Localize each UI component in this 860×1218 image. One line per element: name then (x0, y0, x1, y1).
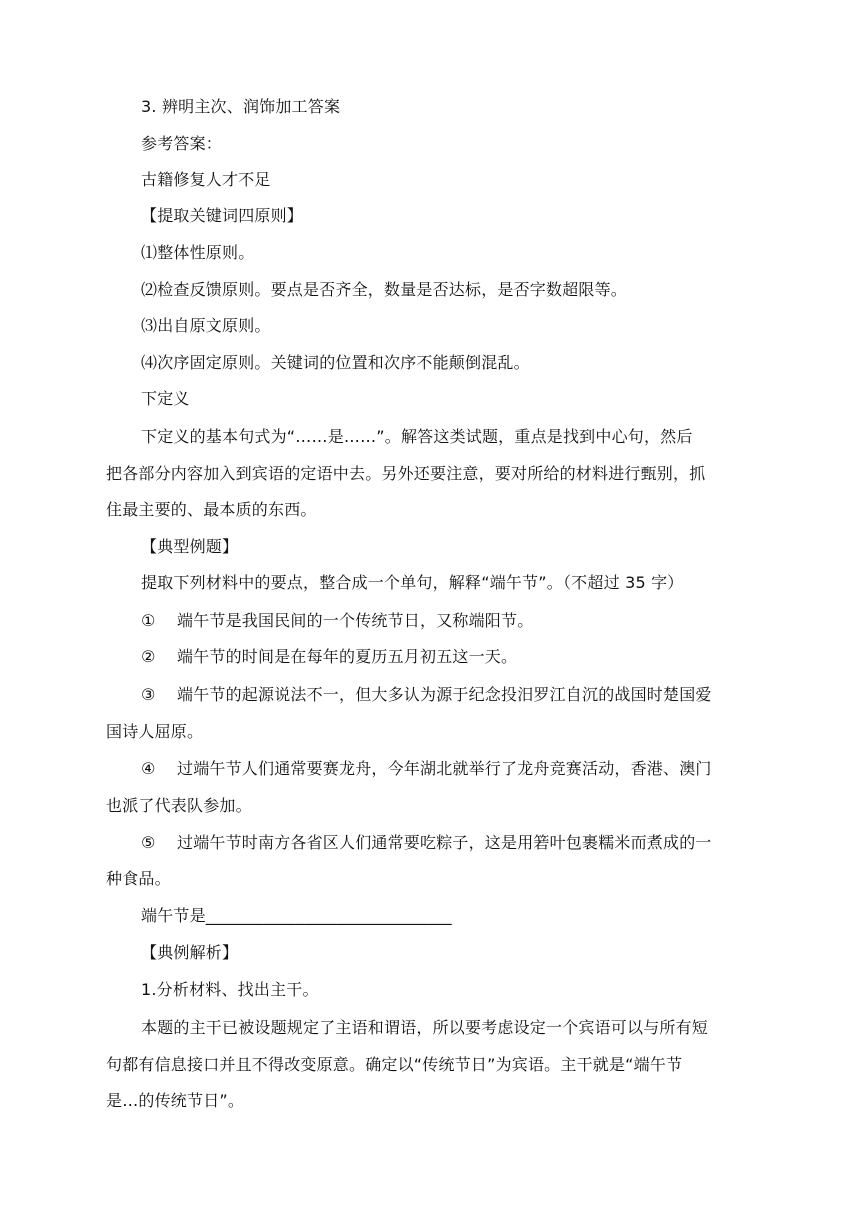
material-item-4-continued: 也派了代表队参加。 (106, 796, 252, 815)
definition-paragraph-line-3: 住最主要的、最本质的东西。 (106, 500, 317, 519)
material-text-2: 端午节的时间是在每年的夏历五月初五这一天。 (177, 647, 518, 666)
material-text-4: 过端午节人们通常要赛龙舟，今年湖北就举行了龙舟竞赛活动，香港、澳门 (177, 759, 712, 778)
answer-blank-line: 端午节是______________________________ (141, 906, 452, 925)
principle-4: ⑷次序固定原则。关键词的位置和次序不能颠倒混乱。 (141, 353, 530, 372)
principles-heading: 【提取关键词四原则】 (141, 206, 304, 225)
analysis-step-1: 1.分析材料、找出主干。 (141, 980, 319, 999)
material-item-3-continued: 国诗人屈原。 (106, 722, 204, 741)
material-text-3: 端午节的起源说法不一，但大多认为源于纪念投汨罗江自沉的战国时楚国爱 (177, 685, 712, 704)
material-text-5: 过端午节时南方各省区人们通常要吃粽子，这是用箬叶包裹糯米而煮成的一 (177, 833, 712, 852)
item-marker-2: ② (141, 647, 156, 666)
definition-paragraph-line-2: 把各部分内容加入到宾语的定语中去。另外还要注意，要对所给的材料进行甄别，抓 (106, 464, 706, 483)
section-heading: 3. 辨明主次、润饰加工答案 (141, 97, 341, 116)
principle-3: ⑶出自原文原则。 (141, 316, 271, 335)
definition-paragraph-line-1: 下定义的基本句式为“……是……”。解答这类试题，重点是找到中心句，然后 (141, 427, 693, 446)
material-item-5-continued: 种食品。 (106, 869, 171, 888)
analysis-paragraph-line-2: 句都有信息接口并且不得改变原意。确定以“传统节日”为宾语。主干就是“端午节 (106, 1055, 683, 1074)
item-marker-3: ③ (141, 685, 156, 704)
material-item-4 (141, 759, 793, 779)
material-item-1 (141, 611, 793, 631)
item-marker-5: ⑤ (141, 833, 156, 852)
principle-1: ⑴整体性原则。 (141, 243, 255, 262)
answer-text: 古籍修复人才不足 (141, 170, 271, 189)
material-item-3 (141, 685, 793, 705)
item-marker-1: ① (141, 611, 156, 630)
material-item-2 (141, 647, 793, 667)
analysis-paragraph-line-3: 是…的传统节日”。 (106, 1091, 245, 1110)
material-text-1: 端午节是我国民间的一个传统节日，又称端阳节。 (177, 611, 534, 630)
principle-2: ⑵检查反馈原则。要点是否齐全，数量是否达标，是否字数超限等。 (141, 280, 628, 299)
item-marker-4: ④ (141, 759, 156, 778)
example-heading: 【典型例题】 (141, 537, 239, 556)
material-item-5 (141, 833, 793, 853)
definition-heading: 下定义 (141, 389, 190, 408)
analysis-paragraph-line-1: 本题的主干已被设题规定了主语和谓语，所以要考虑设定一个宾语可以与所有短 (141, 1018, 709, 1037)
example-instruction: 提取下列材料中的要点，整合成一个单句，解释“端午节”。（不超过 35 字） (141, 573, 684, 592)
answer-label: 参考答案： (141, 134, 223, 153)
analysis-heading: 【典例解析】 (141, 943, 239, 962)
